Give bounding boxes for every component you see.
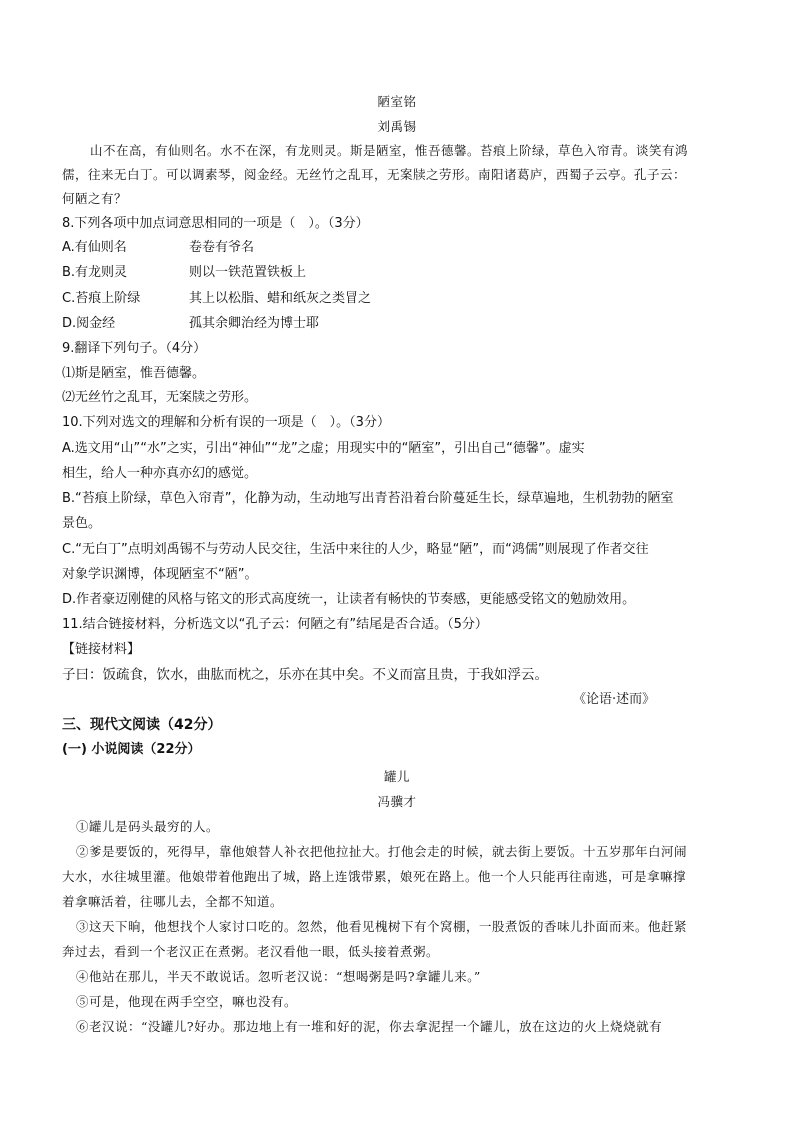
story-line: ⑥老汉说：“没罐儿?好办。那边地上有一堆和好的泥，你去拿泥捏一个罐儿，放在这边的火上烧烧就有 bbox=[76, 1019, 663, 1034]
question-9-stem: 9.翻译下列句子。（4分） bbox=[62, 341, 207, 356]
q8-option-right: 孤其余卿治经为博士耶 bbox=[189, 316, 320, 331]
classical-author: 刘禹锡 bbox=[377, 119, 417, 134]
story-line: ③这天下晌，他想找个人家讨口吃的。忽然，他看见槐树下有个窝棚，一股煮饭的香味儿扑面而来。他赶紧 bbox=[76, 919, 688, 934]
story-line: 大水，水往城里灌。他娘带着他跑出了城，路上连饿带累，娘死在路上。他一个人只能再往南逃，可是拿嘛撑 bbox=[62, 869, 687, 884]
link-material-text: 子曰：饭疏食，饮水，曲肱而枕之，乐亦在其中矣。不义而富且贵，于我如浮云。 bbox=[62, 667, 548, 683]
q8-option-left: D.阅金经 bbox=[62, 316, 116, 331]
q8-option-left: B.有龙则灵 bbox=[62, 265, 128, 280]
classical-title: 陋室铭 bbox=[377, 94, 417, 109]
q10-line: 景色。 bbox=[62, 516, 102, 531]
q8-option-left: A.有仙则名 bbox=[62, 240, 127, 255]
q9-item: ⑴斯是陋室，惟吾德馨。 bbox=[62, 366, 206, 381]
q8-option-right: 则以一铁范置铁板上 bbox=[189, 265, 307, 280]
question-8-stem: 8.下列各项中加点词意思相同的一项是（ ）。（3分） bbox=[62, 216, 369, 231]
q10-line: B.“苔痕上阶绿，草色入帘青”，化静为动，生动地写出青苔沿着台阶蔓延生长，绿草遍地，生机勃勃的陋室 bbox=[62, 491, 674, 506]
q10-line: 对象学识渊博，体现陋室不“陋”。 bbox=[62, 567, 258, 582]
classical-text-line: 何陋之有？ bbox=[62, 191, 128, 206]
question-10-stem: 10.下列对选文的理解和分析有误的一项是（ ）。（3分） bbox=[62, 415, 390, 430]
story-line: ④他站在那儿，半天不敢说话。忽听老汉说：“想喝粥是吗?拿罐儿来。” bbox=[76, 969, 481, 984]
q9-item: ⑵无丝竹之乱耳，无案牍之劳形。 bbox=[62, 390, 258, 405]
story-line: ⑤可是，他现在两手空空，嘛也没有。 bbox=[76, 994, 298, 1009]
story-title: 罐儿 bbox=[383, 769, 410, 784]
story-line: ②爹是要饭的，死得早，靠他娘替人补衣把他拉扯大。打他会走的时候，就去街上要饭。十五岁那年白河闹 bbox=[76, 844, 688, 859]
link-material-title: 【链接材料】 bbox=[62, 642, 141, 657]
question-11-stem: 11.结合链接材料，分析选文以“孔子云：何陋之有”结尾是否合适。（5分） bbox=[62, 617, 488, 632]
link-material-source: 《论语·述而》 bbox=[573, 692, 656, 707]
story-author: 冯骥才 bbox=[377, 794, 417, 809]
q10-line: 相生，给人一种亦真亦幻的感觉。 bbox=[62, 466, 258, 481]
classical-text-line: 山不在高，有仙则名。水不在深，有龙则灵。斯是陋室，惟吾德馨。苔痕上阶绿，草色入帘青。谈笑有鸿 bbox=[90, 143, 689, 158]
q8-option-left: C.苔痕上阶绿 bbox=[62, 291, 141, 306]
q10-line: A.选文用“山”“水”之实，引出“神仙”“龙”之虚；用现实中的“陋室”，引出自己“德馨”。虚实 bbox=[62, 441, 585, 456]
story-line: 着拿嘛活着，往哪儿去，全都不知道。 bbox=[62, 894, 284, 909]
story-line: ①罐儿是码头最穷的人。 bbox=[76, 819, 220, 834]
q10-line: D.作者豪迈刚健的风格与铭文的形式高度统一，让读者有畅快的节奏感，更能感受铭文的勉励效用。 bbox=[62, 592, 636, 607]
classical-text-line: 儒，往来无白丁。可以调素琴，阅金经。无丝竹之乱耳，无案牍之劳形。南阳诸葛庐，西蜀子云亭。孔子云： bbox=[62, 167, 687, 182]
q10-line: C.“无白丁”点明刘禹锡不与劳动人民交往，生活中来往的人少，略显“陋”，而“鸿儒”则展现了作者交往 bbox=[62, 542, 649, 557]
section-heading: 三、现代文阅读（42分） bbox=[62, 717, 222, 733]
section-subheading: (一) 小说阅读（22分） bbox=[62, 742, 201, 757]
q8-option-right: 卷卷有爷名 bbox=[189, 240, 255, 255]
story-line: 奔过去，看到一个老汉正在煮粥。老汉看他一眼，低头接着煮粥。 bbox=[62, 944, 440, 959]
q8-option-right: 其上以松脂、蜡和纸灰之类冒之 bbox=[189, 291, 372, 306]
